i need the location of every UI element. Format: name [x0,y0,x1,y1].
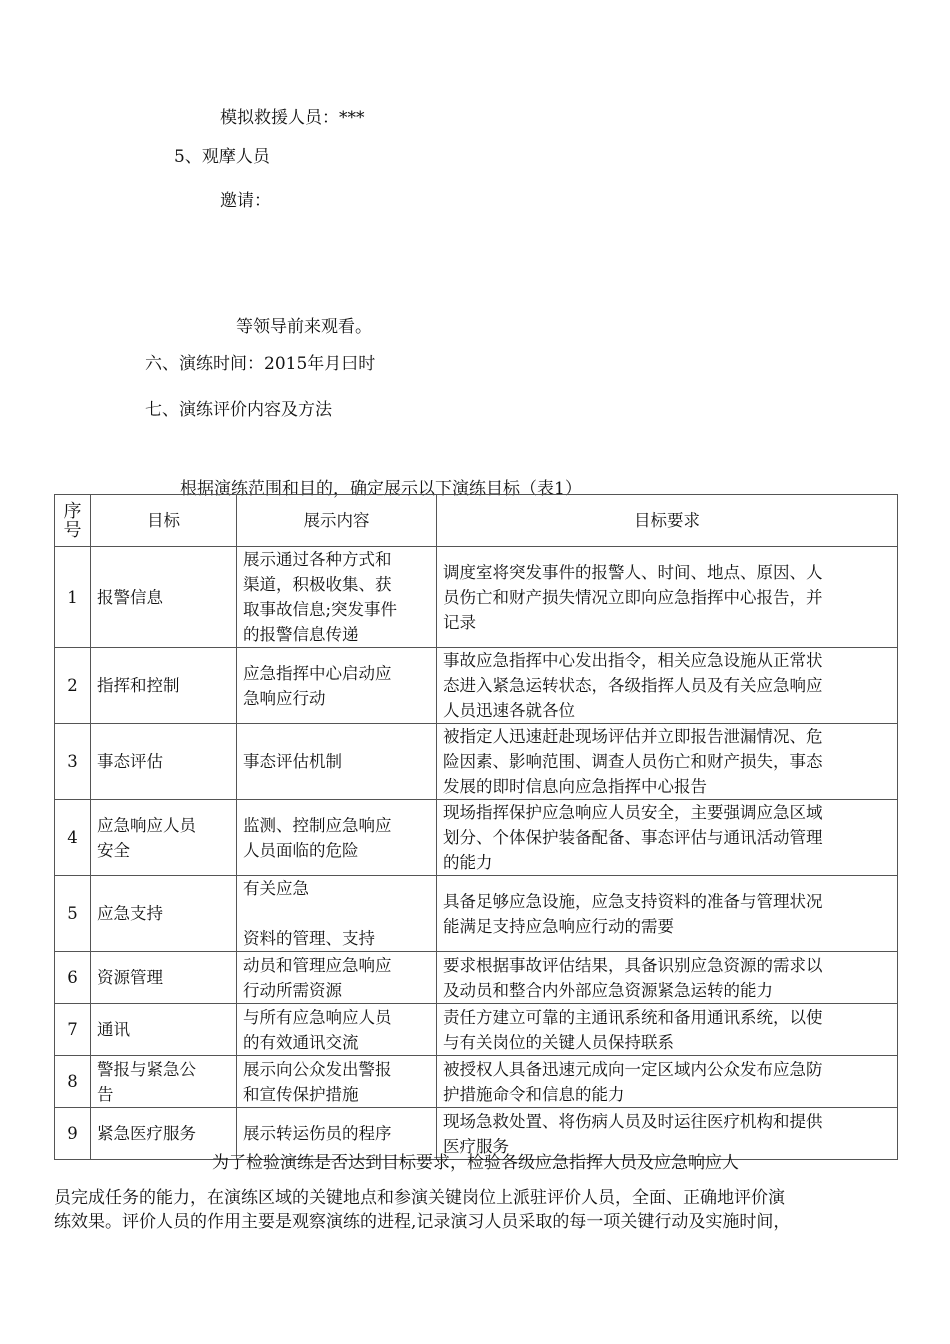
row-target-line: 事态评估 [97,752,163,771]
row-requirement-line: 现场指挥保护应急响应人员安全，主要强调应急区域 [443,803,823,822]
row-content-line: 急响应行动 [243,688,326,708]
row-content-line [243,901,430,926]
row-number: 9 [55,1108,91,1160]
row-target-line: 告 [97,1084,114,1104]
row-target [91,648,237,724]
row-requirement-line: 要求根据事故评估结果，具备识别应急资源的需求以 [443,955,823,975]
row-number: 7 [55,1004,91,1056]
row-requirement-line: 及动员和整合内外部应急资源紧急运转的能力 [443,980,773,1000]
row-requirement-line: 被指定人迅速赶赴现场评估并立即报告泄漏情况、危 [443,727,823,746]
row-content [237,952,437,1004]
drill-targets-table [54,494,898,1160]
row-requirement-line: 现场急救处置、将伤病人员及时运往医疗机构和提供 [443,1111,823,1131]
row-requirement-line: 记录 [443,612,476,632]
row-content-line: 取事故信息;突发事件 [243,600,398,619]
row-content [237,1056,437,1108]
row-content-line: 应急指挥中心启动应 [243,663,392,683]
row-number: 8 [55,1056,91,1108]
row-target-line: 资源管理 [97,968,163,987]
row-requirement-line: 调度室将突发事件的报警人、时间、地点、原因、人 [443,562,823,582]
row-number: 4 [55,800,91,876]
row-requirement [437,876,898,952]
table-intro: 根据演练范围和目的，确定展示以下演练目标（表1） [180,479,582,499]
row-target-line: 紧急医疗服务 [97,1124,196,1143]
row-content-line: 和宣传保护措施 [243,1084,359,1104]
row-number: 5 [55,876,91,952]
row-requirement-line: 能满足支持应急响应行动的需要 [443,916,674,936]
closing-line-3: 练效果。评价人员的作用主要是观察演练的进程,记录演习人员采取的每一项关键行动及实施时间， [54,1212,791,1232]
row-requirement [437,547,898,648]
header-seq: 序号 [55,495,91,547]
drill-time-heading: 六、演练时间：2015年月曰时 [145,354,376,374]
table-row [55,952,898,1004]
row-content-line: 动员和管理应急响应 [243,955,392,975]
row-target [91,724,237,800]
row-content [237,648,437,724]
row-requirement-line: 事故应急指挥中心发出指令，相关应急设施从正常状 [443,651,823,670]
row-requirement-line: 护措施命令和信息的能力 [443,1084,625,1104]
rescuer-line: 模拟救援人员：*** [220,108,365,128]
row-content-line: 行动所需资源 [243,980,342,1000]
row-content-line: 展示向公众发出警报 [243,1059,392,1079]
table-row [55,1004,898,1056]
row-target-line: 指挥和控制 [97,676,180,695]
row-content-line: 渠道，积极收集、获 [243,575,392,594]
row-requirement [437,1056,898,1108]
table-row [55,800,898,876]
row-content-line: 事态评估机制 [243,752,342,771]
evaluation-heading: 七、演练评价内容及方法 [145,400,332,420]
row-requirement [437,952,898,1004]
header-requirement: 目标要求 [437,495,898,547]
row-requirement [437,648,898,724]
row-requirement [437,800,898,876]
table-row [55,1056,898,1108]
row-requirement-line: 医疗服务 [443,1136,509,1156]
row-content [237,724,437,800]
row-content-line: 展示转运伤员的程序 [243,1124,392,1143]
row-content-line: 的报警信息传递 [243,625,359,644]
row-target [91,876,237,952]
row-requirement-line: 员伤亡和财产损失情况立即向应急指挥中心报告，并 [443,587,823,607]
table-row [55,648,898,724]
table-header-row [55,495,898,547]
row-requirement [437,724,898,800]
observers-heading: 5、观摩人员 [174,147,270,167]
row-requirement-line: 险因素、影响范围、调查人员伤亡和财产损失，事态 [443,752,823,771]
row-content-line: 资料的管理、支持 [243,929,375,948]
row-requirement-line: 与有关岗位的关键人员保持联系 [443,1032,674,1052]
row-requirement-line: 发展的即时信息向应急指挥中心报告 [443,777,707,796]
row-requirement-line: 被授权人具备迅速元成向一定区域内公众发布应急防 [443,1059,823,1079]
row-requirement-line: 人员迅速各就各位 [443,701,575,720]
row-target-line: 应急响应人员 [97,815,196,835]
header-target: 目标 [91,495,237,547]
row-target [91,547,237,648]
row-target-line: 警报与紧急公 [97,1059,196,1079]
row-requirement-line: 具备足够应急设施，应急支持资料的准备与管理状况 [443,891,823,911]
row-number: 3 [55,724,91,800]
closing-line-1: 为了检验演练是否达到目标要求，检验各级应急指挥人员及应急响应人 [212,1153,739,1173]
row-target [91,1056,237,1108]
invite-line: 邀请： [220,191,271,211]
table-row [55,724,898,800]
table-row [55,547,898,648]
row-requirement-line: 责任方建立可靠的主通讯系统和备用通讯系统，以使 [443,1007,823,1027]
header-content: 展示内容 [237,495,437,547]
row-target-line: 通讯 [97,1020,130,1039]
closing-line-2: 员完成任务的能力，在演练区域的关键地点和参演关键岗位上派驻评价人员，全面、正确地评价演 [54,1188,785,1208]
row-content-line: 展示通过各种方式和 [243,550,392,569]
row-target [91,800,237,876]
row-target [91,1004,237,1056]
row-number: 1 [55,547,91,648]
row-number: 6 [55,952,91,1004]
row-requirement-line: 的能力 [443,853,493,872]
row-content-line: 的有效通讯交流 [243,1032,359,1052]
row-content [237,800,437,876]
row-content [237,547,437,648]
row-content-line: 监测、控制应急响应 [243,815,392,835]
row-content-line: 人员面临的危险 [243,840,359,860]
row-target-line: 报警信息 [97,587,163,607]
row-requirement-line: 划分、个体保护装备配备、事态评估与通讯活动管理 [443,828,823,847]
row-target-line: 应急支持 [97,904,163,923]
leaders-line: 等领导前来观看。 [236,317,372,337]
row-number: 2 [55,648,91,724]
table-row [55,876,898,952]
row-content [237,1004,437,1056]
row-requirement-line: 态进入紧急运转状态，各级指挥人员及有关应急响应 [443,676,823,695]
row-content-line: 与所有应急响应人员 [243,1007,392,1027]
row-content-line: 有关应急 [243,879,309,898]
row-content [237,876,437,952]
row-target-line: 安全 [97,840,130,860]
row-requirement [437,1004,898,1056]
row-target [91,952,237,1004]
